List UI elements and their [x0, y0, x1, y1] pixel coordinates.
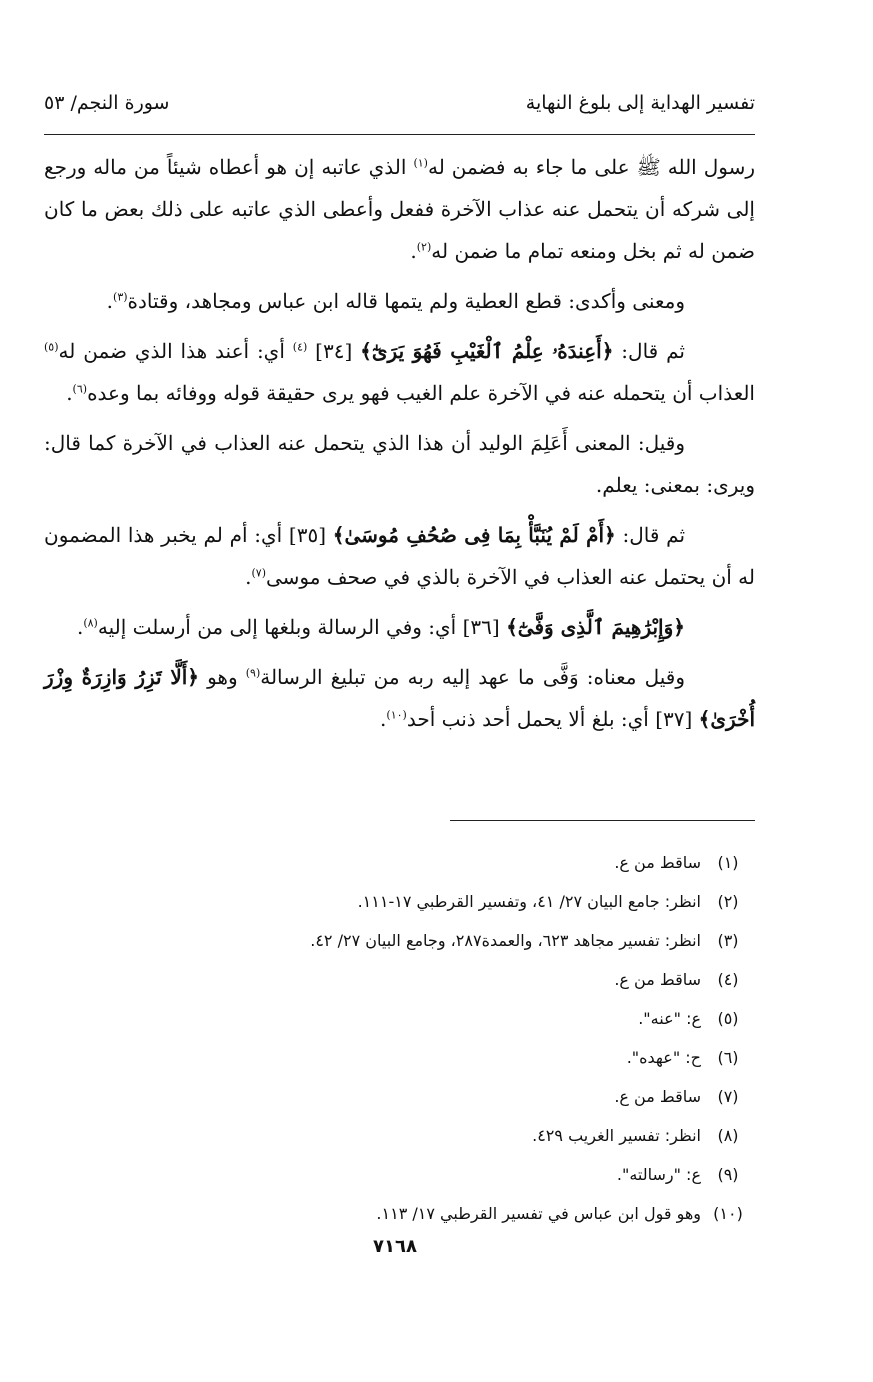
footnote-number: (٧)	[717, 1087, 739, 1106]
footnote-number: (٨)	[717, 1126, 739, 1145]
footnote-number: (٢)	[717, 892, 739, 911]
paragraph-3	[44, 330, 755, 414]
footnote-text: انظر: تفسير مجاهد ٦٢٣، والعمدة٢٨٧، وجامع البيان ٢٧/ ٤٢.	[310, 931, 701, 950]
text-run: الذي عاتبه إن هو أعطاه شيئاً من ماله ورجع إلى شركه أن يتحمل عنه عذاب الآخرة ففعل وأعطى الذي عاتبه على ذلك بعض ما كان ضمن له ثم بخل ومنعه تمام ما ضمن له	[44, 155, 755, 263]
paragraph-2	[44, 280, 755, 322]
footnote-number: (١٠)	[713, 1204, 743, 1223]
text-run: رسول الله ﷺ على ما جاء به فضمن له	[427, 155, 755, 179]
text-run: أي: أعند هذا الذي ضمن له	[58, 339, 293, 363]
footnote-ref: (٨)	[83, 616, 98, 630]
footnote-ref: (٩)	[245, 666, 261, 680]
footnote-item	[44, 1116, 755, 1155]
text-run: .	[106, 289, 114, 313]
text-run: [٣٥] أي: أم لم يخبر هذا المضمون له أن يحتمل عنه العذاب في الآخرة بالذي في صحف موسى	[44, 523, 755, 589]
footnote-divider	[450, 820, 755, 821]
footnote-number: (٣)	[717, 931, 739, 950]
page-number: ٧١٦٨	[373, 1236, 417, 1257]
footnote-number: (٤)	[717, 970, 739, 989]
paragraph-5	[44, 514, 755, 598]
footnote-item	[44, 882, 755, 921]
footnote-ref: (١)	[413, 156, 428, 170]
footnote-text: ساقط من ع.	[614, 970, 701, 989]
header-divider	[44, 134, 755, 135]
footnote-ref: (٣)	[113, 290, 128, 304]
text-run: .	[66, 381, 73, 405]
paragraph-6	[44, 606, 755, 648]
quran-verse: ﴿وَإِبْرَٰهِيمَ ٱلَّذِى وَفَّىٰٓ﴾	[506, 615, 685, 639]
footnotes	[44, 843, 755, 1233]
footnote-item	[44, 1077, 755, 1116]
footnote-text: ساقط من ع.	[614, 853, 701, 872]
footnote-ref: (٦)	[72, 382, 88, 396]
footnote-text: وهو قول ابن عباس في تفسير القرطبي ١٧/ ١١٣.	[376, 1204, 701, 1223]
footnote-item	[44, 999, 755, 1038]
text-run: وهو	[199, 665, 246, 689]
text-run: .	[245, 565, 252, 589]
book-title: تفسير الهداية إلى بلوغ النهاية	[525, 92, 755, 114]
main-text	[44, 146, 755, 748]
footnote-text: ساقط من ع.	[614, 1087, 701, 1106]
running-header	[44, 92, 755, 128]
footnote-number: (١)	[717, 853, 739, 872]
quran-verse: ﴿أَلَّا تَزِرُ وَازِرَةٌ وِزْرَ أُخْرَىٰ﴾	[44, 665, 755, 731]
paragraph-1	[44, 146, 755, 272]
footnote-item	[44, 843, 755, 882]
verse-number: [٣٤]	[307, 339, 361, 363]
text-run: العذاب أن يتحمله عنه في الآخرة علم الغيب فهو يرى حقيقة قوله ووفائه بما وعده	[87, 381, 755, 405]
text-run: ثم قال:	[615, 523, 686, 547]
footnote-text: ح: "عهده".	[626, 1048, 701, 1067]
footnote-text: انظر: تفسير الغريب ٤٢٩.	[532, 1126, 701, 1145]
footnote-ref: (٢)	[416, 240, 432, 254]
footnote-number: (٩)	[717, 1165, 739, 1184]
text-run: [٣٦] أي: وفي الرسالة وبلغها إلى من أرسلت إليه	[97, 615, 507, 639]
footnote-item	[44, 1038, 755, 1077]
footnote-text: انظر: جامع البيان ٢٧/ ٤١، وتفسير القرطبي ١٧-١١١.	[357, 892, 701, 911]
text-run: وقيل: المعنى أَعَلِمَ الوليد أن هذا الذي يتحمل عنه العذاب في الآخرة كما قال: ويرى: بمعنى: يعلم.	[44, 431, 755, 497]
footnote-item	[44, 1155, 755, 1194]
footnote-text: ع: "عنه".	[638, 1009, 701, 1028]
paragraph-4	[44, 422, 755, 506]
footnote-number: (٥)	[717, 1009, 739, 1028]
paragraph-7	[44, 656, 755, 740]
text-run: .	[410, 239, 417, 263]
footnote-ref: (١٠)	[386, 708, 407, 722]
quran-verse: ﴿أَمْ لَمْ يُنَبَّأْ بِمَا فِى صُحُفِ مُوسَىٰ﴾	[332, 523, 616, 547]
text-run: ومعنى وأكدى: قطع العطية ولم يتمها قاله ابن عباس ومجاهد، وقتادة	[127, 289, 685, 313]
footnote-text: ع: "رسالته".	[616, 1165, 701, 1184]
footnote-ref: (٥)	[44, 340, 59, 354]
text-run: .	[76, 615, 84, 639]
surah-label: سورة النجم/ ٥٣	[44, 92, 170, 114]
footnote-item	[44, 921, 755, 960]
footnote-item	[44, 1194, 755, 1233]
footnote-ref: (٤)	[292, 340, 308, 354]
text-run: [٣٧] أي: بلغ ألا يحمل أحد ذنب أحد	[406, 707, 699, 731]
quran-verse: ﴿أَعِندَهُۥ عِلْمُ ٱلْغَيْبِ فَهُوَ يَرَىٰٓ﴾	[360, 339, 614, 363]
footnote-number: (٦)	[717, 1048, 739, 1067]
text-run: وقيل معناه: وَفَّى ما عهد إليه ربه من تبليغ الرسالة	[260, 665, 685, 689]
text-run: ثم قال:	[613, 339, 685, 363]
footnote-item	[44, 960, 755, 999]
text-run: .	[380, 707, 387, 731]
footnote-ref: (٧)	[251, 566, 266, 580]
